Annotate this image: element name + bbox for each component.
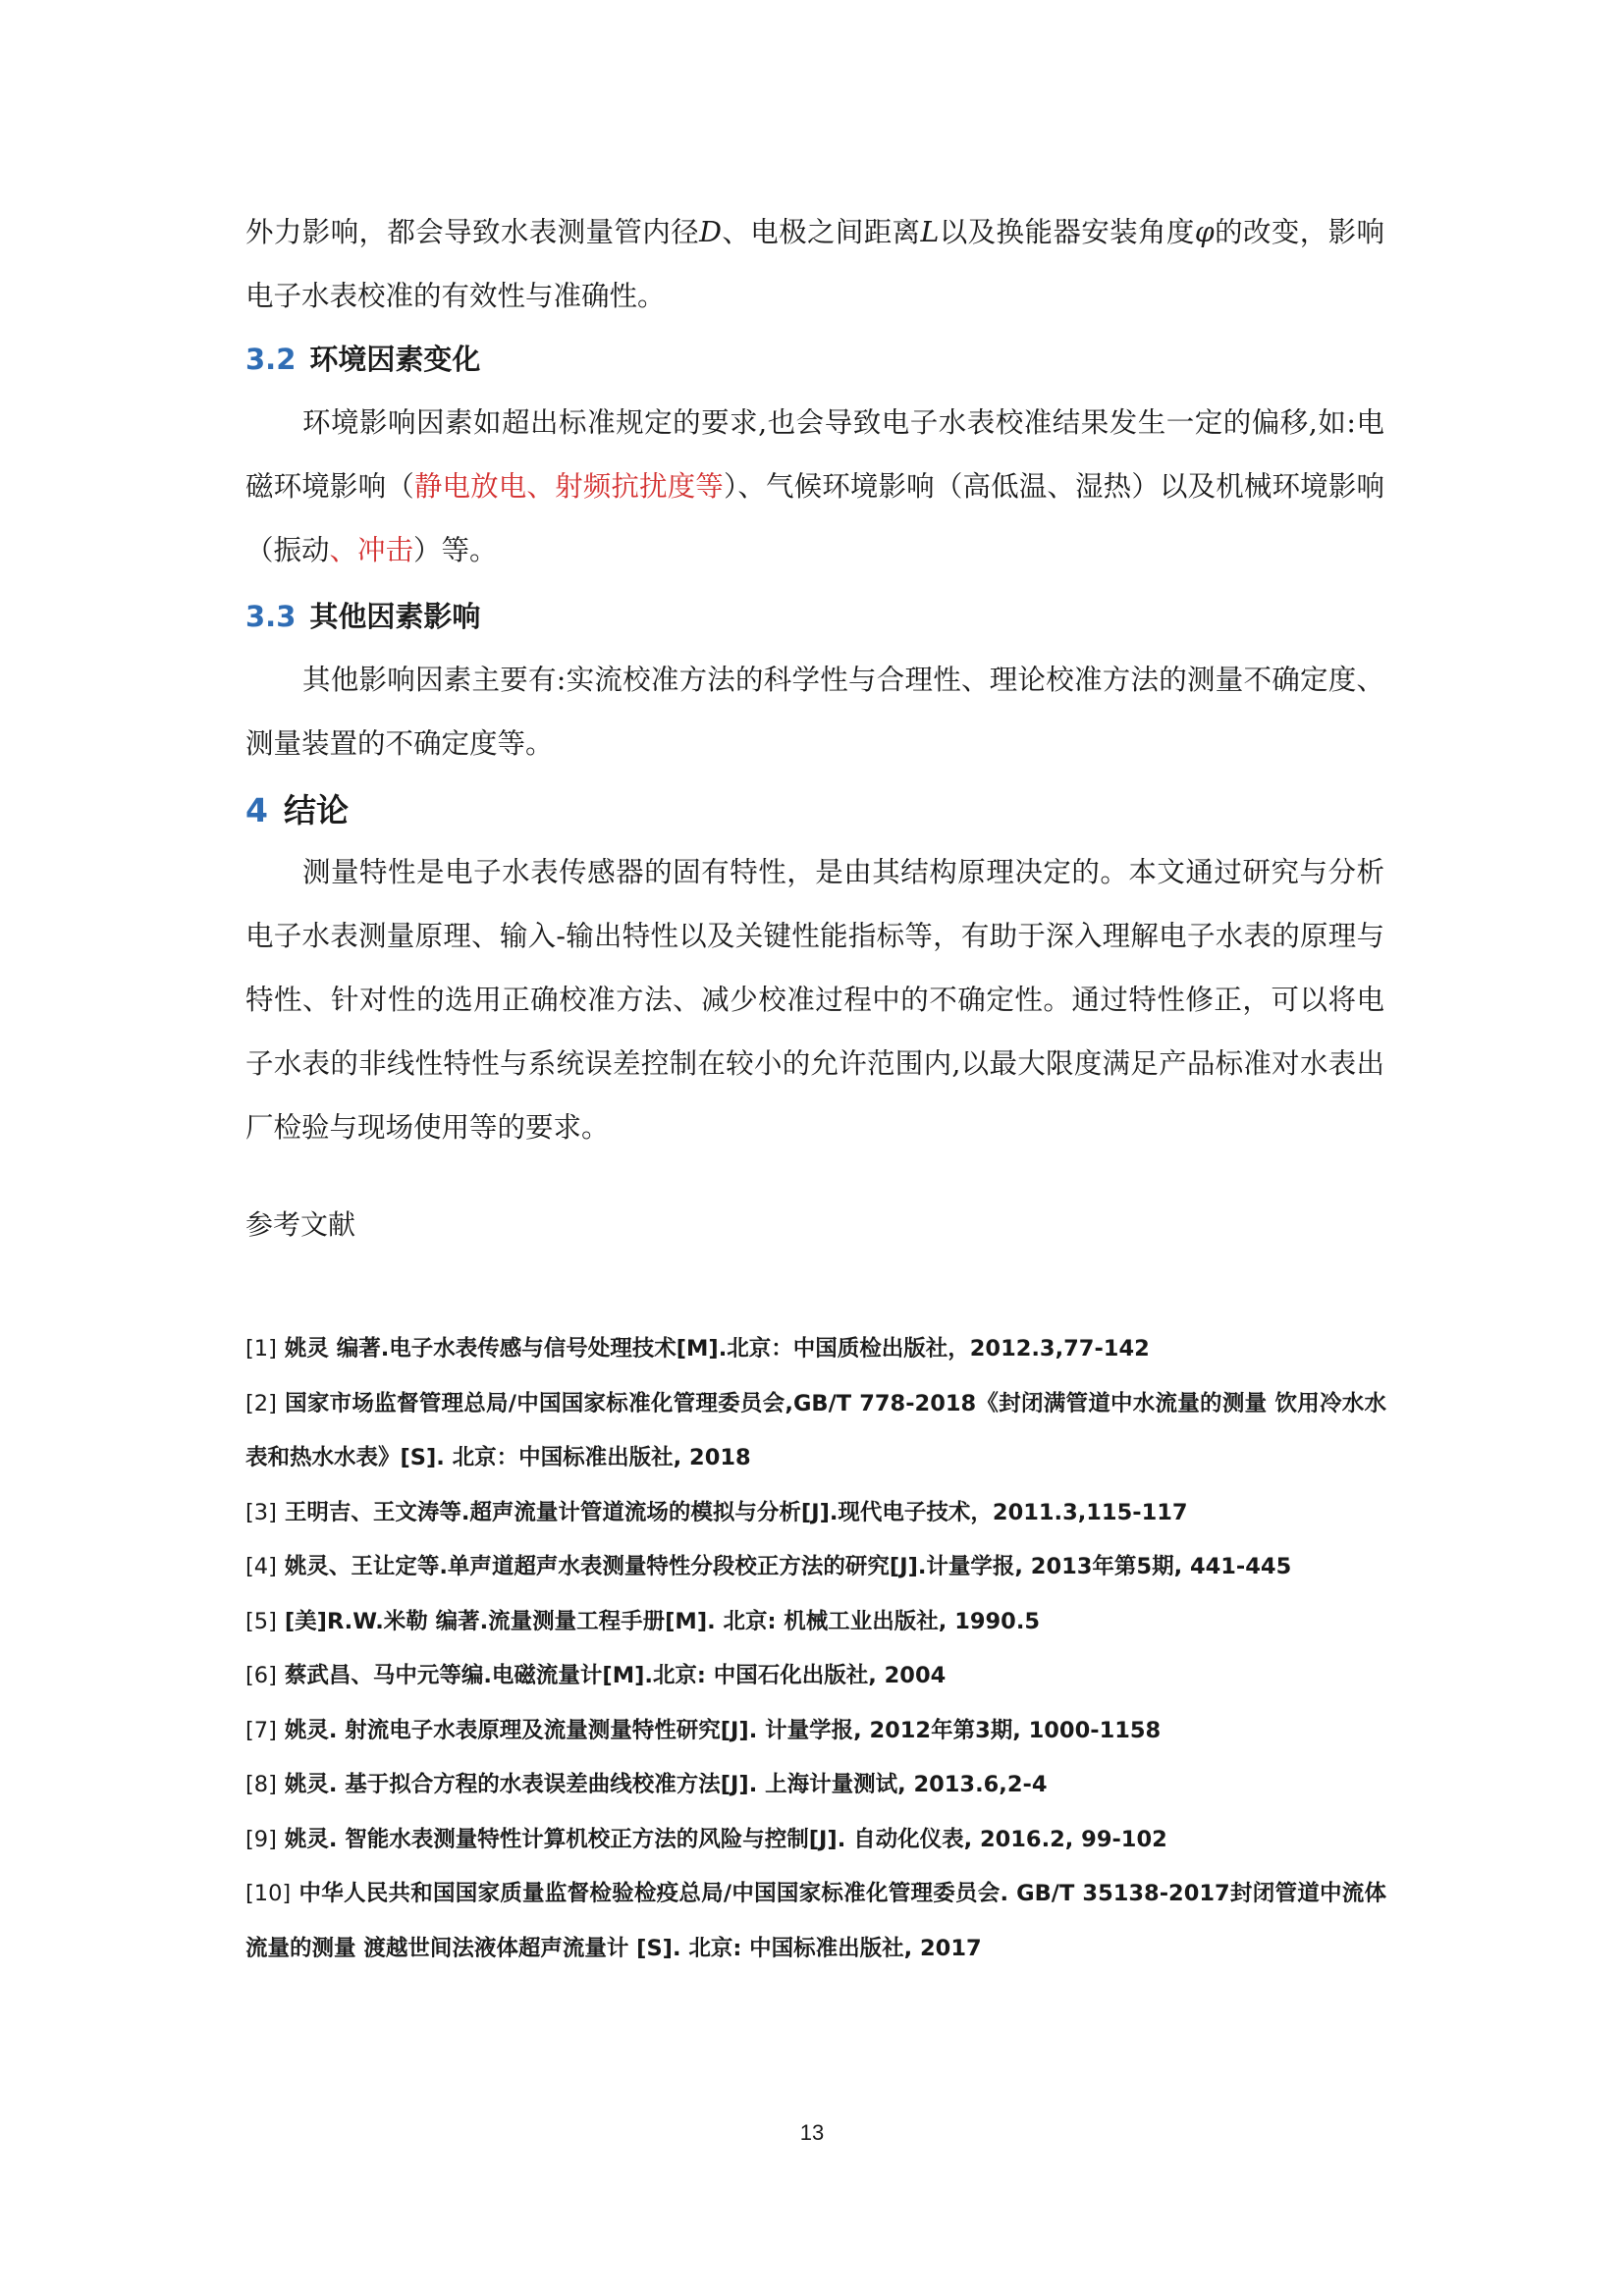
paragraph-text: 环境影响因素如超出标准规定的要求,也会导致电子水表校准结果发生一定的偏移,如:电磁环境影响（ xyxy=(245,406,1384,503)
references-title: 参考文献 xyxy=(245,1208,356,1241)
conclusion-paragraph: 测量特性是电子水表传感器的固有特性，是由其结构原理决定的。本文通过研究与分析电子水表测量原理、输入-输出特性以及关键性能指标等，有助于深入理解电子水表的原理与特性、针对性的选用正确校准方法、减少校准过程中的不确定性。通过特性修正，可以将电子水表的非线性特性与系统误差控制在较小的允许范围内,以最大限度满足产品标准对水表出厂检验与现场使用等的要求。 xyxy=(245,856,1384,1144)
intro-text-4: 的改变，影响电子水表校准的有效性与准确性。 xyxy=(245,216,1384,312)
highlighted-text: 静电放电、射频抗扰度等 xyxy=(413,470,724,503)
section-number: 3.3 xyxy=(245,600,297,633)
reference-tag: [1] xyxy=(245,1336,277,1362)
reference-item xyxy=(245,1813,1386,1868)
reference-item xyxy=(245,1867,1386,1976)
reference-tag: [4] xyxy=(245,1554,277,1579)
reference-text: 姚灵. 基于拟合方程的水表误差曲线校准方法[J]. 上海计量测试, 2013.6,2-4 xyxy=(284,1772,1048,1797)
reference-text: 姚灵. 智能水表测量特性计算机校正方法的风险与控制[J]. 自动化仪表, 2016.2, 99-102 xyxy=(284,1826,1167,1852)
section-number: 3.2 xyxy=(245,343,297,376)
reference-text: 国家市场监督管理总局/中国国家标准化管理委员会,GB/T 778-2018《封闭满管道中水流量的测量 饮用冷水水表和热水水表》[S]. 北京：中国标准出版社, 2018 xyxy=(245,1390,1386,1470)
section-title: 结论 xyxy=(283,791,349,829)
reference-tag: [10] xyxy=(245,1881,292,1906)
variable-l: L xyxy=(920,216,940,248)
intro-text-1: 外力影响，都会导致水表测量管内径 xyxy=(245,216,700,248)
reference-text: 姚灵. 射流电子水表原理及流量测量特性研究[J]. 计量学报, 2012年第3期, 1000-1158 xyxy=(284,1717,1162,1743)
paragraph-text: ）等。 xyxy=(413,534,498,566)
intro-text-2: 、电极之间距离 xyxy=(721,216,921,248)
reference-text: 中华人民共和国国家质量监督检验检疫总局/中国国家标准化管理委员会. GB/T 35138-2017封闭管道中流体流量的测量 渡越世间法液体超声流量计 [S]. 北京: 中国标准出版社, 2017 xyxy=(245,1881,1386,1961)
section-title: 环境因素变化 xyxy=(309,343,481,376)
reference-item xyxy=(245,1758,1386,1813)
page-number: 13 xyxy=(799,2120,825,2145)
section-heading-3-3 xyxy=(245,597,480,636)
variable-phi: φ xyxy=(1194,216,1215,248)
intro-text-3: 以及换能器安装角度 xyxy=(939,216,1195,248)
reference-item xyxy=(245,1377,1386,1486)
section-3-3-paragraph: 其他影响因素主要有:实流校准方法的科学性与合理性、理论校准方法的测量不确定度、测量装置的不确定度等。 xyxy=(245,664,1384,760)
variable-d: D xyxy=(699,216,722,248)
reference-text: [美]R.W.米勒 编著.流量测量工程手册[M]. 北京: 机械工业出版社, 1990.5 xyxy=(284,1608,1041,1634)
reference-tag: [7] xyxy=(245,1717,277,1743)
reference-tag: [9] xyxy=(245,1826,277,1852)
reference-item xyxy=(245,1540,1386,1595)
section-title: 其他因素影响 xyxy=(309,600,481,633)
reference-tag: [3] xyxy=(245,1499,277,1525)
intro-paragraph xyxy=(245,200,1384,328)
highlighted-text: 、冲击 xyxy=(329,534,414,566)
reference-text: 姚灵 编著.电子水表传感与信号处理技术[M].北京：中国质检出版社，2012.3,77-142 xyxy=(284,1336,1150,1362)
section-heading-3-2 xyxy=(245,340,480,379)
reference-text: 姚灵、王让定等.单声道超声水表测量特性分段校正方法的研究[J].计量学报, 2013年第5期, 441-445 xyxy=(284,1554,1292,1579)
reference-tag: [2] xyxy=(245,1390,277,1416)
reference-list xyxy=(245,1322,1386,1976)
paragraph-text: ）、气候环境影响（高低温、湿热）以及机械环境影响（振动 xyxy=(245,470,1384,566)
reference-tag: [8] xyxy=(245,1772,277,1797)
reference-tag: [5] xyxy=(245,1608,277,1634)
section-3-2-paragraph xyxy=(245,391,1384,582)
reference-item xyxy=(245,1486,1386,1541)
reference-tag: [6] xyxy=(245,1663,277,1688)
reference-text: 蔡武昌、马中元等编.电磁流量计[M].北京: 中国石化出版社, 2004 xyxy=(284,1663,947,1688)
reference-item xyxy=(245,1322,1386,1377)
reference-item xyxy=(245,1649,1386,1704)
reference-item xyxy=(245,1595,1386,1650)
section-heading-4 xyxy=(245,789,349,832)
reference-item xyxy=(245,1704,1386,1759)
reference-text: 王明吉、王文涛等.超声流量计管道流场的模拟与分析[J].现代电子技术，2011.3,115-117 xyxy=(284,1499,1188,1525)
section-number: 4 xyxy=(245,791,268,829)
